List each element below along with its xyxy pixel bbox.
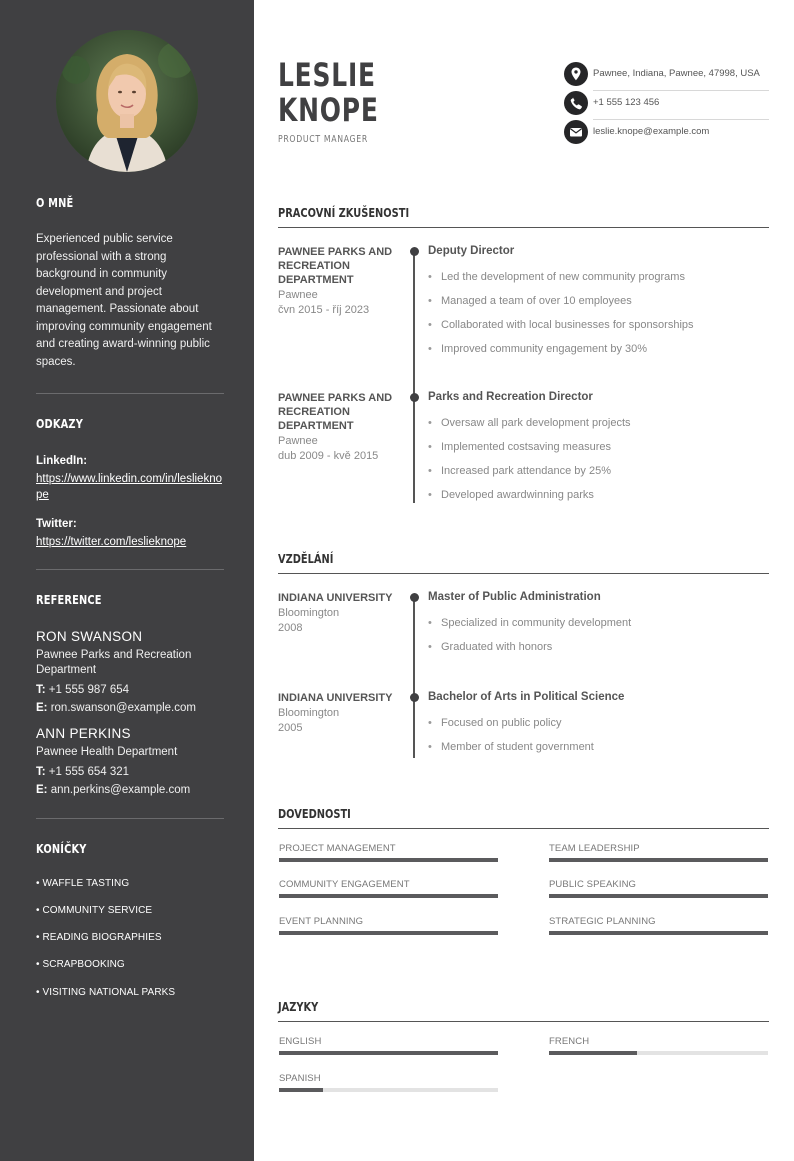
skill-bar [549, 858, 768, 862]
sidebar-divider [36, 569, 224, 570]
timeline-dot [410, 247, 419, 256]
hobbies-heading: KONÍČKY [36, 842, 87, 856]
link-label: LinkedIn: [36, 455, 88, 467]
phone-text[interactable]: +1 555 123 456 [593, 97, 660, 108]
org-location: Pawnee [278, 289, 318, 301]
link-twitter [36, 516, 226, 550]
hobby-item: • SCRAPBOOKING [36, 959, 125, 970]
contact-phone [564, 91, 769, 120]
skill-label: PROJECT MANAGEMENT [279, 843, 396, 854]
skill-bar-fill [549, 931, 768, 935]
reference-org: Pawnee Parks and Recreation Department [36, 648, 192, 676]
education-bullet: • Focused on public policy [428, 717, 561, 729]
name-line: KNOPE [278, 91, 379, 129]
education-bullet: • Graduated with honors [428, 641, 552, 653]
contact-address [564, 62, 769, 91]
experience-bullet: • Improved community engagement by 30% [428, 343, 647, 355]
references-heading: REFERENCE [36, 593, 102, 607]
education-heading: VZDĚLÁNÍ [278, 552, 334, 566]
hobby-item: • WAFFLE TASTING [36, 878, 130, 889]
name-line: LESLIE [278, 56, 376, 94]
avatar [56, 30, 198, 172]
job-title: PRODUCT MANAGER [278, 134, 368, 145]
experience-bullet: • Implemented costsaving measures [428, 441, 611, 453]
links-heading: ODKAZY [36, 417, 84, 431]
experience-bullet: • Collaborated with local businesses for sponsorships [428, 319, 694, 331]
email-icon [564, 120, 588, 144]
experience-title: Deputy Director [428, 245, 515, 257]
education-org [278, 691, 396, 735]
language-label: FRENCH [549, 1036, 590, 1047]
skill-item [548, 879, 768, 899]
experience-title: Parks and Recreation Director [428, 391, 593, 403]
language-bar [279, 1088, 498, 1092]
section-divider [278, 227, 769, 228]
org-name: INDIANA UNIVERSITY [278, 592, 393, 604]
skill-bar-fill [279, 858, 498, 862]
contact-email [564, 120, 769, 149]
skill-bar [549, 894, 768, 898]
language-bar [549, 1051, 768, 1055]
experience-heading: PRACOVNÍ ZKUŠENOSTI [278, 206, 410, 220]
org-location: Bloomington [278, 707, 340, 719]
skill-bar-fill [549, 894, 768, 898]
skill-bar [279, 858, 498, 862]
reference-phone: T: +1 555 987 654 [36, 683, 130, 696]
timeline-dot [410, 693, 419, 702]
org-dates: 2008 [278, 622, 303, 634]
skills-heading: DOVEDNOSTI [278, 807, 351, 821]
linkedin-link[interactable]: https://www.linkedin.com/in/leslieknope [36, 472, 222, 501]
location-icon [564, 62, 588, 86]
education-title: Bachelor of Arts in Political Science [428, 691, 625, 703]
skill-label: EVENT PLANNING [279, 916, 364, 927]
section-divider [278, 573, 769, 574]
phone-icon [564, 91, 588, 115]
link-label: Twitter: [36, 518, 77, 530]
experience-bullet: • Developed awardwinning parks [428, 489, 594, 501]
org-dates: dub 2009 - kvě 2015 [278, 450, 379, 462]
reference-org: Pawnee Health Department [36, 745, 178, 758]
language-label: SPANISH [279, 1073, 321, 1084]
skill-label: STRATEGIC PLANNING [549, 916, 656, 927]
skill-bar-fill [549, 858, 768, 862]
skill-bar [549, 931, 768, 935]
experience-bullet: • Managed a team of over 10 employees [428, 295, 632, 307]
reference-phone: T: +1 555 654 321 [36, 765, 130, 778]
skill-item [278, 843, 498, 863]
language-item [278, 1073, 498, 1093]
skill-label: TEAM LEADERSHIP [549, 843, 640, 854]
language-bar [279, 1051, 498, 1055]
section-divider [278, 1021, 769, 1022]
reference-item [36, 725, 226, 800]
address-text: Pawnee, Indiana, Pawnee, 47998, USA [593, 68, 760, 79]
org-dates: čvn 2015 - říj 2023 [278, 304, 370, 316]
section-divider [278, 828, 769, 829]
org-name: PAWNEE PARKS AND RECREATION DEPARTMENT [278, 246, 393, 286]
skill-item [278, 879, 498, 899]
education-title: Master of Public Administration [428, 591, 601, 603]
about-text: Experienced public service professional with a strong background in community development and project management. Passionate about improving community engagement and creating award-winning public spaces. [36, 233, 212, 368]
language-item [548, 1036, 768, 1056]
skill-bar [279, 894, 498, 898]
reference-email: E: ron.swanson@example.com [36, 702, 196, 714]
twitter-link[interactable]: https://twitter.com/leslieknope [36, 535, 187, 548]
sidebar [0, 0, 254, 1161]
skill-bar-fill [279, 931, 498, 935]
education-bullet: • Specialized in community development [428, 617, 631, 629]
skill-item [548, 916, 768, 936]
language-bar-fill [279, 1088, 323, 1092]
skill-bar-fill [279, 894, 498, 898]
experience-bullet: • Increased park attendance by 25% [428, 465, 611, 477]
timeline-line [413, 252, 415, 503]
about-heading: O MNĚ [36, 196, 74, 210]
timeline-dot [410, 393, 419, 402]
hobby-item: • COMMUNITY SERVICE [36, 905, 153, 916]
sidebar-divider [36, 818, 224, 819]
timeline-dot [410, 593, 419, 602]
skill-label: PUBLIC SPEAKING [549, 879, 637, 890]
link-linkedin [36, 453, 226, 503]
hobby-item: • READING BIOGRAPHIES [36, 932, 162, 943]
person-name [278, 58, 379, 128]
experience-bullet: • Led the development of new community programs [428, 271, 685, 283]
language-bar-fill [279, 1051, 498, 1055]
reference-name: RON SWANSON [36, 629, 143, 644]
email-text[interactable]: leslie.knope@example.com [593, 126, 710, 137]
sidebar-divider [36, 393, 224, 394]
experience-org [278, 245, 396, 317]
skill-item [278, 916, 498, 936]
education-org [278, 591, 396, 635]
education-bullet: • Member of student government [428, 741, 594, 753]
org-dates: 2005 [278, 722, 303, 734]
profile-photo [56, 30, 198, 172]
reference-name: ANN PERKINS [36, 726, 131, 741]
timeline-line [413, 598, 415, 758]
language-bar-fill [549, 1051, 637, 1055]
skill-label: COMMUNITY ENGAGEMENT [279, 879, 410, 890]
org-location: Bloomington [278, 607, 340, 619]
hobby-item: • VISITING NATIONAL PARKS [36, 987, 176, 998]
language-item [278, 1036, 498, 1056]
org-name: PAWNEE PARKS AND RECREATION DEPARTMENT [278, 392, 393, 432]
skill-item [548, 843, 768, 863]
experience-bullet: • Oversaw all park development projects [428, 417, 631, 429]
skill-bar [279, 931, 498, 935]
org-location: Pawnee [278, 435, 318, 447]
reference-email: E: ann.perkins@example.com [36, 784, 191, 796]
languages-heading: JAZYKY [278, 1000, 319, 1014]
experience-org [278, 391, 396, 463]
language-label: ENGLISH [279, 1036, 322, 1047]
org-name: INDIANA UNIVERSITY [278, 692, 393, 704]
reference-item [36, 628, 226, 718]
